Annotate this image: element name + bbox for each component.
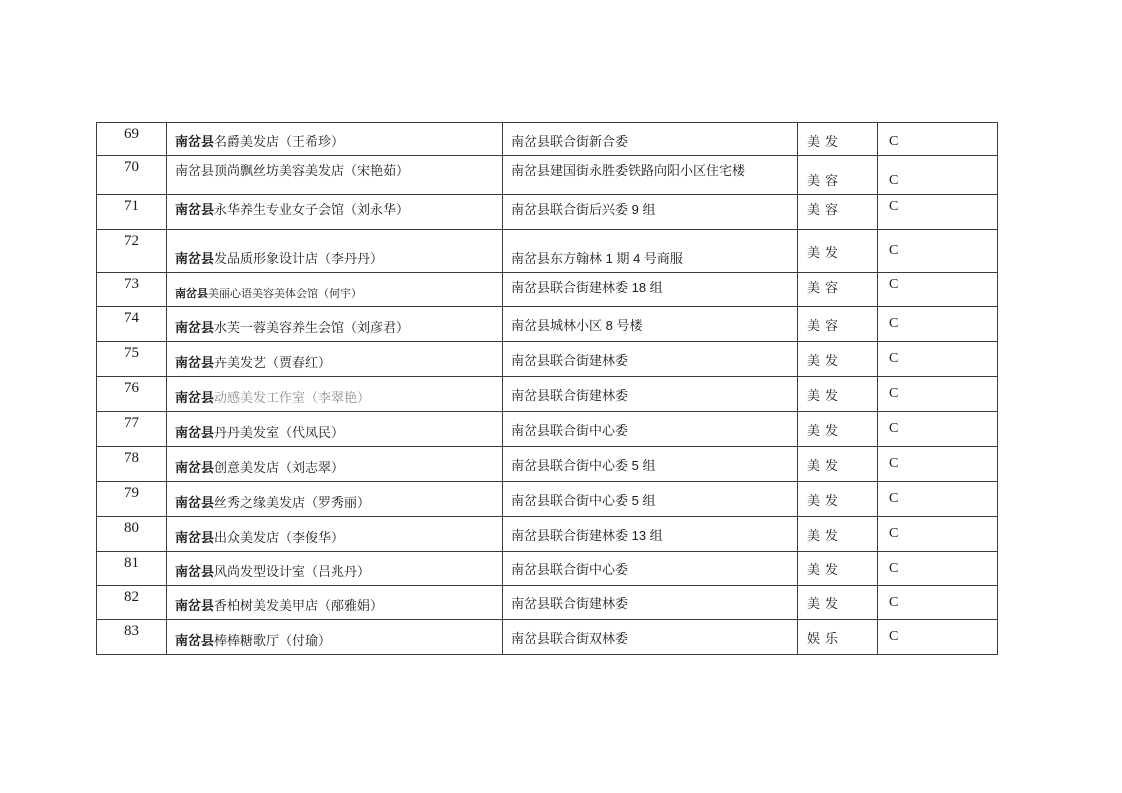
serial-number-cell [97,586,167,620]
category-cell [798,620,878,655]
business-name-cell [167,123,503,156]
business-name-text: 发品质形象设计店（李丹丹） [214,251,384,266]
county-prefix-text: 南岔县 [175,320,215,335]
grade-text: C [889,243,899,258]
county-prefix-text: 南岔县 [175,134,215,149]
grade-text: C [889,526,899,541]
category-cell [798,586,878,620]
address-text: 南岔县城林小区 8 号楼 [511,317,643,333]
address-cell [503,230,798,273]
serial-number-cell [97,342,167,377]
grade-cell [878,552,998,586]
address-text: 南岔县联合街建林委 [511,387,629,403]
address-cell [503,377,798,412]
business-name-text: 永华养生专业女子会馆（刘永华） [214,202,410,217]
table-row [97,342,998,377]
category-cell [798,412,878,447]
business-name-cell [167,307,503,342]
business-name-cell [167,517,503,552]
business-name-cell [167,230,503,273]
grade-text: C [889,491,899,506]
serial-number-text: 82 [124,589,139,605]
category-text: 美发 [807,492,844,508]
serial-number-text: 69 [124,126,139,142]
category-text: 美发 [807,422,844,438]
category-text: 美发 [807,387,844,403]
grade-text: C [889,421,899,436]
serial-number-cell [97,412,167,447]
address-text: 南岔县联合街建林委 13 组 [511,527,663,543]
table-row [97,273,998,307]
category-cell [798,552,878,586]
grade-text: C [889,277,899,292]
business-name-text: 水芙一蓉美容养生会馆（刘彦君） [214,320,410,335]
business-registry-table [96,122,998,655]
category-cell [798,342,878,377]
serial-number-text: 79 [124,485,139,501]
table-row [97,412,998,447]
grade-text: C [889,629,899,644]
category-cell [798,447,878,482]
table-row [97,307,998,342]
business-name-text: 动感美发工作室（李翠艳） [214,390,371,405]
address-text: 南岔县联合街新合委 [511,134,629,149]
serial-number-text: 80 [124,520,139,536]
business-name-text: 顶尚飘丝坊美容美发店（宋艳茹） [214,163,410,178]
business-name-text: 香柏树美发美甲店（邴雅娟） [214,598,384,613]
category-text: 娱乐 [807,630,844,646]
address-text: 南岔县联合街中心委 5 组 [511,492,656,508]
county-prefix-text: 南岔县 [175,633,215,648]
county-prefix-text: 南岔县 [175,598,215,613]
address-text: 南岔县联合街建林委 18 组 [511,280,663,295]
category-text: 美容 [807,317,844,333]
serial-number-cell [97,620,167,655]
grade-text: C [889,386,899,401]
address-cell [503,482,798,517]
category-text: 美发 [807,457,844,473]
grade-cell [878,620,998,655]
address-text: 南岔县联合街后兴委 9 组 [511,202,656,217]
grade-cell [878,195,998,230]
table-row [97,230,998,273]
category-text: 美发 [807,134,844,149]
address-text: 南岔县联合街中心委 [511,562,629,577]
serial-number-text: 72 [124,233,139,249]
address-text: 南岔县联合街双林委 [511,630,629,646]
category-cell [798,195,878,230]
county-prefix-text: 南岔县 [175,202,215,217]
serial-number-cell [97,307,167,342]
business-name-text: 风尚发型设计室（吕兆丹） [214,564,371,579]
business-name-cell [167,586,503,620]
business-name-cell [167,552,503,586]
serial-number-text: 70 [124,159,139,175]
grade-cell [878,307,998,342]
address-text: 南岔县联合街建林委 [511,596,629,611]
serial-number-text: 78 [124,450,139,466]
grade-cell [878,377,998,412]
business-name-text: 卉美发艺（贾春红） [214,355,332,370]
address-cell [503,123,798,156]
table-row [97,123,998,156]
grade-cell [878,230,998,273]
table-row [97,156,998,195]
table-row [97,517,998,552]
serial-number-cell [97,195,167,230]
business-name-text: 丹丹美发室（代凤民） [214,425,345,440]
serial-number-text: 81 [124,555,139,571]
address-cell [503,447,798,482]
business-name-text: 棒棒糖歌厅（付瑜） [214,633,332,648]
grade-text: C [889,560,899,576]
table-row [97,377,998,412]
grade-cell [878,412,998,447]
address-text: 南岔县联合街中心委 5 组 [511,457,656,473]
grade-cell [878,482,998,517]
serial-number-cell [97,517,167,552]
address-cell [503,273,798,307]
serial-number-cell [97,273,167,307]
grade-text: C [889,594,899,610]
serial-number-text: 75 [124,345,139,361]
grade-text: C [889,173,899,188]
business-name-cell [167,377,503,412]
serial-number-text: 74 [124,310,139,326]
category-cell [798,377,878,412]
category-text: 美容 [807,280,844,295]
category-text: 美发 [807,562,844,577]
county-prefix-text: 南岔县 [175,460,215,475]
category-text: 美容 [807,202,844,217]
category-cell [798,230,878,273]
business-name-cell [167,195,503,230]
address-cell [503,586,798,620]
category-cell [798,273,878,307]
address-cell [503,156,798,195]
serial-number-cell [97,123,167,156]
serial-number-cell [97,552,167,586]
table-row [97,482,998,517]
category-text: 美容 [807,173,844,188]
category-text: 美发 [807,596,844,611]
grade-cell [878,342,998,377]
business-name-text: 美丽心语美容美体会馆（何宇） [208,288,362,300]
county-prefix-text: 南岔县 [175,355,215,370]
address-cell [503,342,798,377]
grade-text: C [889,351,899,366]
table-row [97,620,998,655]
serial-number-cell [97,156,167,195]
table-body [97,123,998,655]
county-prefix-text: 南岔县 [175,530,215,545]
grade-cell [878,586,998,620]
address-cell [503,552,798,586]
category-text: 美发 [807,244,844,260]
county-prefix-text: 南岔县 [175,390,215,405]
business-name-cell [167,273,503,307]
address-text: 南岔县联合街建林委 [511,352,629,368]
address-cell [503,620,798,655]
table-row [97,552,998,586]
serial-number-text: 83 [124,623,139,639]
category-text: 美发 [807,352,844,368]
address-text: 南岔县联合街中心委 [511,422,629,438]
category-text: 美发 [807,527,844,543]
table-row [97,447,998,482]
business-name-text: 创意美发店（刘志翠） [214,460,345,475]
grade-cell [878,156,998,195]
table-row [97,586,998,620]
grade-text: C [889,316,899,331]
county-prefix-text: 南岔县 [175,425,215,440]
address-cell [503,195,798,230]
grade-text: C [889,134,899,149]
grade-cell [878,517,998,552]
address-cell [503,307,798,342]
category-cell [798,156,878,195]
business-name-text: 出众美发店（李俊华） [214,530,345,545]
county-prefix-text: 南岔县 [175,163,215,178]
business-name-cell [167,412,503,447]
address-text: 南岔县东方翰林 1 期 4 号商服 [511,251,683,266]
business-name-text: 名爵美发店（王希珍） [214,134,345,149]
serial-number-cell [97,230,167,273]
business-name-cell [167,342,503,377]
category-cell [798,307,878,342]
serial-number-cell [97,377,167,412]
grade-cell [878,447,998,482]
county-prefix-text: 南岔县 [175,288,208,300]
serial-number-text: 71 [124,198,139,214]
serial-number-text: 77 [124,415,139,431]
address-cell [503,412,798,447]
address-text: 南岔县建国街永胜委铁路向阳小区住宅楼 [511,163,746,178]
serial-number-cell [97,447,167,482]
business-name-cell [167,620,503,655]
serial-number-text: 73 [124,276,139,292]
category-cell [798,482,878,517]
county-prefix-text: 南岔县 [175,251,215,266]
grade-text: C [889,456,899,471]
grade-text: C [889,199,899,214]
business-name-cell [167,482,503,517]
address-cell [503,517,798,552]
serial-number-text: 76 [124,380,139,396]
grade-cell [878,123,998,156]
category-cell [798,517,878,552]
grade-cell [878,273,998,307]
county-prefix-text: 南岔县 [175,495,215,510]
category-cell [798,123,878,156]
serial-number-cell [97,482,167,517]
business-name-text: 丝秀之缘美发店（罗秀丽） [214,495,371,510]
business-name-cell [167,447,503,482]
county-prefix-text: 南岔县 [175,564,215,579]
business-name-cell [167,156,503,195]
table-row [97,195,998,230]
